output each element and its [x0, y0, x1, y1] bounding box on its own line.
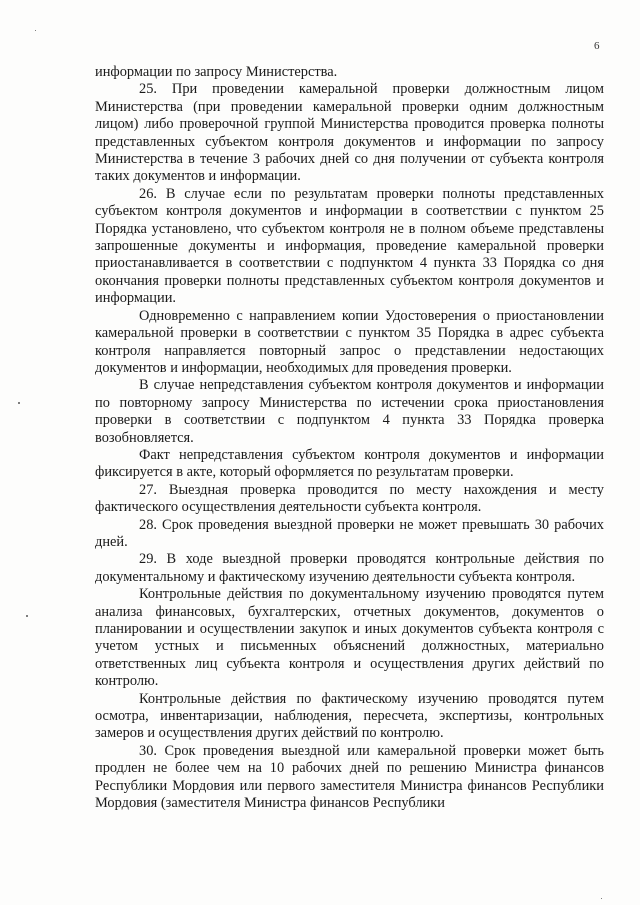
- scan-speck: [601, 898, 602, 899]
- scan-speck: [26, 615, 28, 617]
- paragraph: Факт непредставления субъектом контроля документов и информации фиксируется в акте, который оформляется по результатам проверки.: [95, 446, 604, 481]
- paragraph: 30. Срок проведения выездной или камеральной проверки может быть продлен не более чем на 10 рабочих дней по решению Министра финансов Республики Мордовия или первого заместителя Министра финансов Республики Мордовия (заместителя Министра финансов Республики: [95, 742, 604, 812]
- page-number: 6: [594, 40, 600, 52]
- document-body: [95, 64, 604, 812]
- scan-speck: [18, 402, 20, 404]
- paragraph: Контрольные действия по фактическому изучению проводятся путем осмотра, инвентаризации, наблюдения, пересчета, экспертизы, контрольных замеров и осуществления других действий по контролю.: [95, 690, 604, 742]
- scan-speck: [35, 30, 36, 31]
- paragraph: 29. В ходе выездной проверки проводятся контрольные действия по документальному и фактическому изучению деятельности субъекта контроля.: [95, 551, 604, 585]
- paragraph: 28. Срок проведения выездной проверки не может превышать 30 рабочих дней.: [95, 516, 604, 550]
- paragraph: Одновременно с направлением копии Удостоверения о приостановлении камеральной проверки в соответствии с пунктом 35 Порядка в адрес субъекта контроля направляется повторный запрос о представлении недостающих документов и информации, необходимых для проведения проверки.: [95, 307, 604, 376]
- paragraph: 26. В случае если по результатам проверки полноты представленных субъектом контроля документов и информации в соответствии с пунктом 25 Порядка установлено, что субъектом контроля не в полном объеме представлены запрошенные документы и информация, проведение камеральной проверки приостанавливается в соответствии с подпунктом 4 пункта 33 Порядка со дня окончания проверки полноты представленных субъектом контроля документов и информации.: [95, 185, 604, 307]
- paragraph: В случае непредставления субъектом контроля документов и информации по повторному запросу Министерства по истечении срока приостановления проверки в соответствии с подпунктом 4 пункта 33 Порядка проверка возобновляется.: [95, 377, 604, 446]
- paragraph: 27. Выездная проверка проводится по месту нахождения и месту фактического осуществления деятельности субъекта контроля.: [95, 481, 604, 516]
- paragraph: Контрольные действия по документальному изучению проводятся путем анализа финансовых, бухгалтерских, отчетных документов, документов о планировании и осуществлении закупок и иных документов субъекта контроля с учетом устных и письменных объяснений должностных, материально ответственных лиц субъекта контроля и осуществления других действий по контролю.: [95, 586, 604, 690]
- paragraph: информации по запросу Министерства.: [95, 64, 338, 80]
- paragraph: 25. При проведении камеральной проверки должностным лицом Министерства (при проведении камеральной проверки одним должностным лицом) либо проверочной группой Министерства проводится проверка полноты представленных субъектом контроля документов и информации по запросу Министерства в течение 3 рабочих дней со дня получении от субъекта контроля таких документов и информации.: [95, 81, 604, 185]
